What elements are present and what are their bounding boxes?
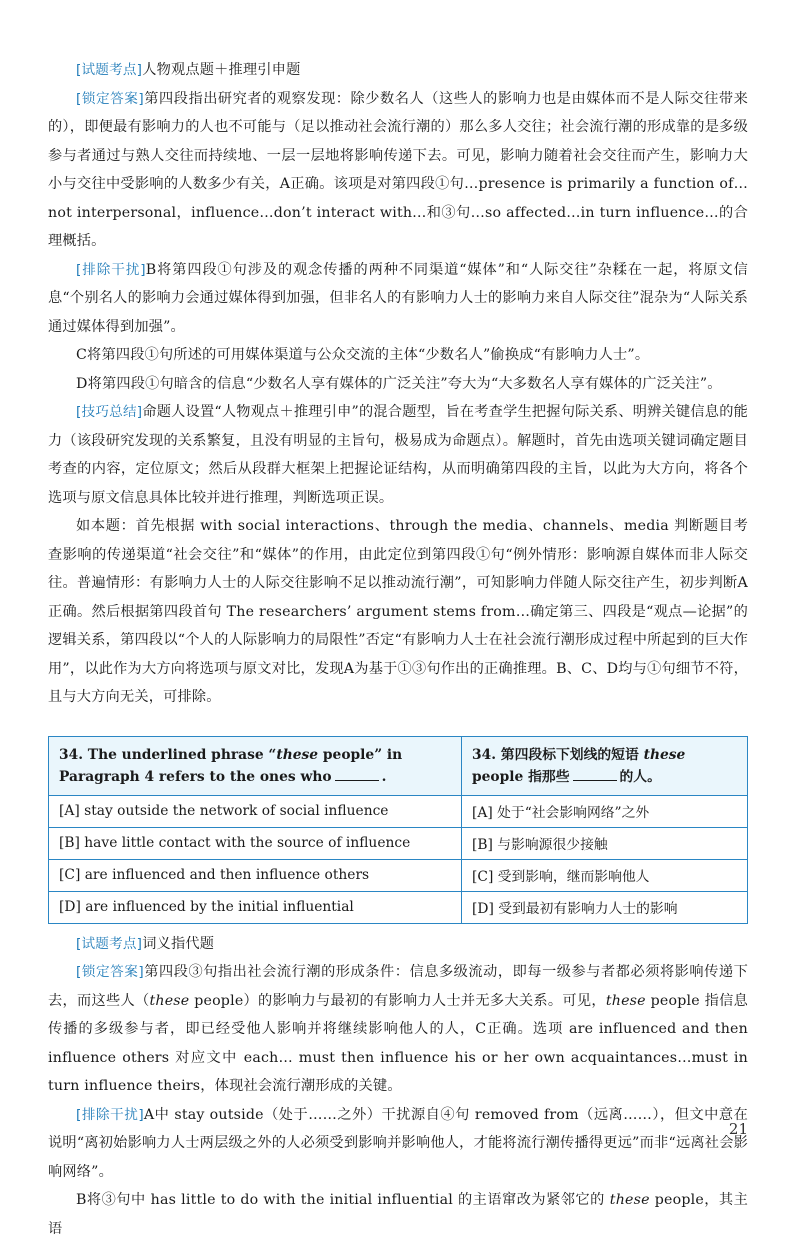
question-italic: these <box>276 746 319 763</box>
option-en: [C] are influenced and then influence others <box>49 859 462 891</box>
paragraph-option-b-34 <box>48 1186 748 1243</box>
option-row-d <box>49 891 748 923</box>
paragraph-text: people）的影响力与最初的有影响力人士并无多大关系。可见， <box>189 992 606 1009</box>
paragraph-text: A中 stay outside（处于……之外）干扰源自④句 removed from（远离……），但文中意在说明“离初始影响力人士两层级之外的人必须受到影响并影响他人，才能将流行潮传播得更远”而非“远离社会影响网络”。 <box>48 1106 748 1180</box>
paragraph-text: B将③句中 has little to do with the initial influential 的主语窜改为紧邻它的 <box>76 1192 610 1208</box>
option-en: [B] have little contact with the source of influence <box>49 827 462 859</box>
italic-phrase: these <box>149 992 190 1009</box>
paragraph-text: 第四段③句指出社会流行潮的形成条件：信息多级流动，即每一级参与者都必须将影响传递下去，而这些人（ <box>48 964 749 1009</box>
tag-label: [试题考点] <box>76 935 143 952</box>
question-zh <box>462 736 748 795</box>
page-number: 21 <box>728 1120 748 1138</box>
question-text: 34. The underlined phrase “ <box>59 746 277 763</box>
tag-label: [技巧总结] <box>76 404 143 420</box>
option-en: [D] are influenced by the initial influential <box>49 891 462 923</box>
tag-label: [试题考点] <box>76 62 143 78</box>
paragraph-text: 人物观点题＋推理引申题 <box>142 62 301 78</box>
answer-blank <box>573 780 617 781</box>
question-text: 34. 第四段标下划线的短语 <box>472 746 644 763</box>
question-italic: these <box>643 746 686 763</box>
answer-blank <box>335 780 379 781</box>
question-text: people” in Paragraph 4 refers to the ones who <box>59 746 403 785</box>
question-text: people 指那些 <box>472 768 570 785</box>
option-row-c <box>49 859 748 891</box>
paragraph-distractor-34 <box>48 1101 748 1187</box>
content <box>48 56 748 1243</box>
paragraph-example: 如本题：首先根据 with social interactions、through the media、channels、media 判断题目考查影响的传递渠道“社会交往”和“媒体”的作用，由此定位到第四段①句“例外情形：影响源自媒体而非人际交往。普遍情形：有影响力人士的人际交往影响不足以推动流行潮”，可知影响力伴随人际交往产生，初步判断A正确。然后根据第四段首句 The researchers’ argument stems from…确定第三、四段是“观点—论据”的逻辑关系，第四段以“个人的人际影响力的局限性”否定“有影响力人士在社会流行潮形成过程中所起到的巨大作用”，以此作为大方向将选项与原文对比，发现A为基于①③句作出的正确推理。B、C、D均与①句细节不符，且与大方向无关，可排除。 <box>48 518 748 705</box>
question-table <box>48 736 748 924</box>
tag-label: [排除干扰] <box>76 1106 144 1123</box>
option-row-b <box>49 827 748 859</box>
paragraph-text: 命题人设置“人物观点＋推理引申”的混合题型，旨在考查学生把握句际关系、明辨关键信息的能力（该段研究发现的关系繁复，且没有明显的主旨句，极易成为命题点）。解题时，首先由选项关键词确定题目考查的内容，定位原文；然后从段群大框架上把握论证结构，从而明确第四段的主旨，以此为大方向，将各个选项与原文信息具体比较并进行推理，判断选项正误。 <box>48 404 749 506</box>
paragraph-option-d: D将第四段①句暗含的信息“少数名人享有媒体的广泛关注”夸大为“大多数名人享有媒体的广泛关注”。 <box>76 375 722 392</box>
paragraph-exam-point-33 <box>48 56 748 85</box>
italic-phrase: these <box>609 1192 650 1208</box>
option-zh: [A] 处于“社会影响网络”之外 <box>462 795 748 827</box>
option-row-a <box>49 795 748 827</box>
paragraph-exam-point-34 <box>48 930 748 959</box>
question-row <box>49 736 748 795</box>
question-en <box>49 736 462 795</box>
paragraph-text: B将第四段①句涉及的观念传播的两种不同渠道“媒体”和“人际交往”杂糅在一起，将原文信息“个别名人的影响力会通过媒体得到加强，但非名人的有影响力人士的影响力来自人际交往”混杂为“人际关系通过媒体得到加强”。 <box>48 261 749 335</box>
tag-label: [排除干扰] <box>76 261 146 278</box>
option-zh: [D] 受到最初有影响力人士的影响 <box>462 891 748 923</box>
paragraph-text: people 指信息传播的多级参与者，即已经受他人影响并将继续影响他人的人，C正确。选项 are influenced and then influence others 对应文中 each… must then influence his or her own acquaintances…must in turn influence theirs，体现社会流行潮形成的关键。 <box>48 992 749 1094</box>
italic-phrase: these <box>605 992 646 1009</box>
paragraph-text: people，其主语 <box>48 1192 748 1237</box>
paragraph-text: 第四段指出研究者的观察发现：除少数名人（这些人的影响力也是由媒体而不是人际交往带来的），即便最有影响力的人也不可能与（足以推动社会流行潮的）那么多人交往；社会流行潮的形成靠的是多级参与者通过与熟人交往而持续地、一层一层地将影响传递下去。可见，影响力随着社会交往而产生，影响力大小与交往中受影响的人数多少有关，A正确。该项是对第四段①句…presence is primarily a function of…not interpersonal，influence…don’t interact with…和③句…so affected…in turn influence…的合理概括。 <box>48 90 749 249</box>
paragraph-skill-summary <box>48 398 748 512</box>
paragraph-option-c: C将第四段①句所述的可用媒体渠道与公众交流的主体“少数名人”偷换成“有影响力人士”。 <box>76 347 650 363</box>
tag-label: [锁定答案] <box>76 90 144 107</box>
question-text: . <box>381 768 387 785</box>
option-zh: [C] 受到影响，继而影响他人 <box>462 859 748 891</box>
question-text: 的人。 <box>619 768 661 785</box>
paragraph-answer-34 <box>48 958 748 1101</box>
paragraph-distractor-33 <box>48 256 748 342</box>
option-en: [A] stay outside the network of social influence <box>49 795 462 827</box>
option-zh: [B] 与影响源很少接触 <box>462 827 748 859</box>
paragraph-text: 词义指代题 <box>142 935 215 952</box>
tag-label: [锁定答案] <box>76 964 144 980</box>
paragraph-answer-33 <box>48 85 748 256</box>
